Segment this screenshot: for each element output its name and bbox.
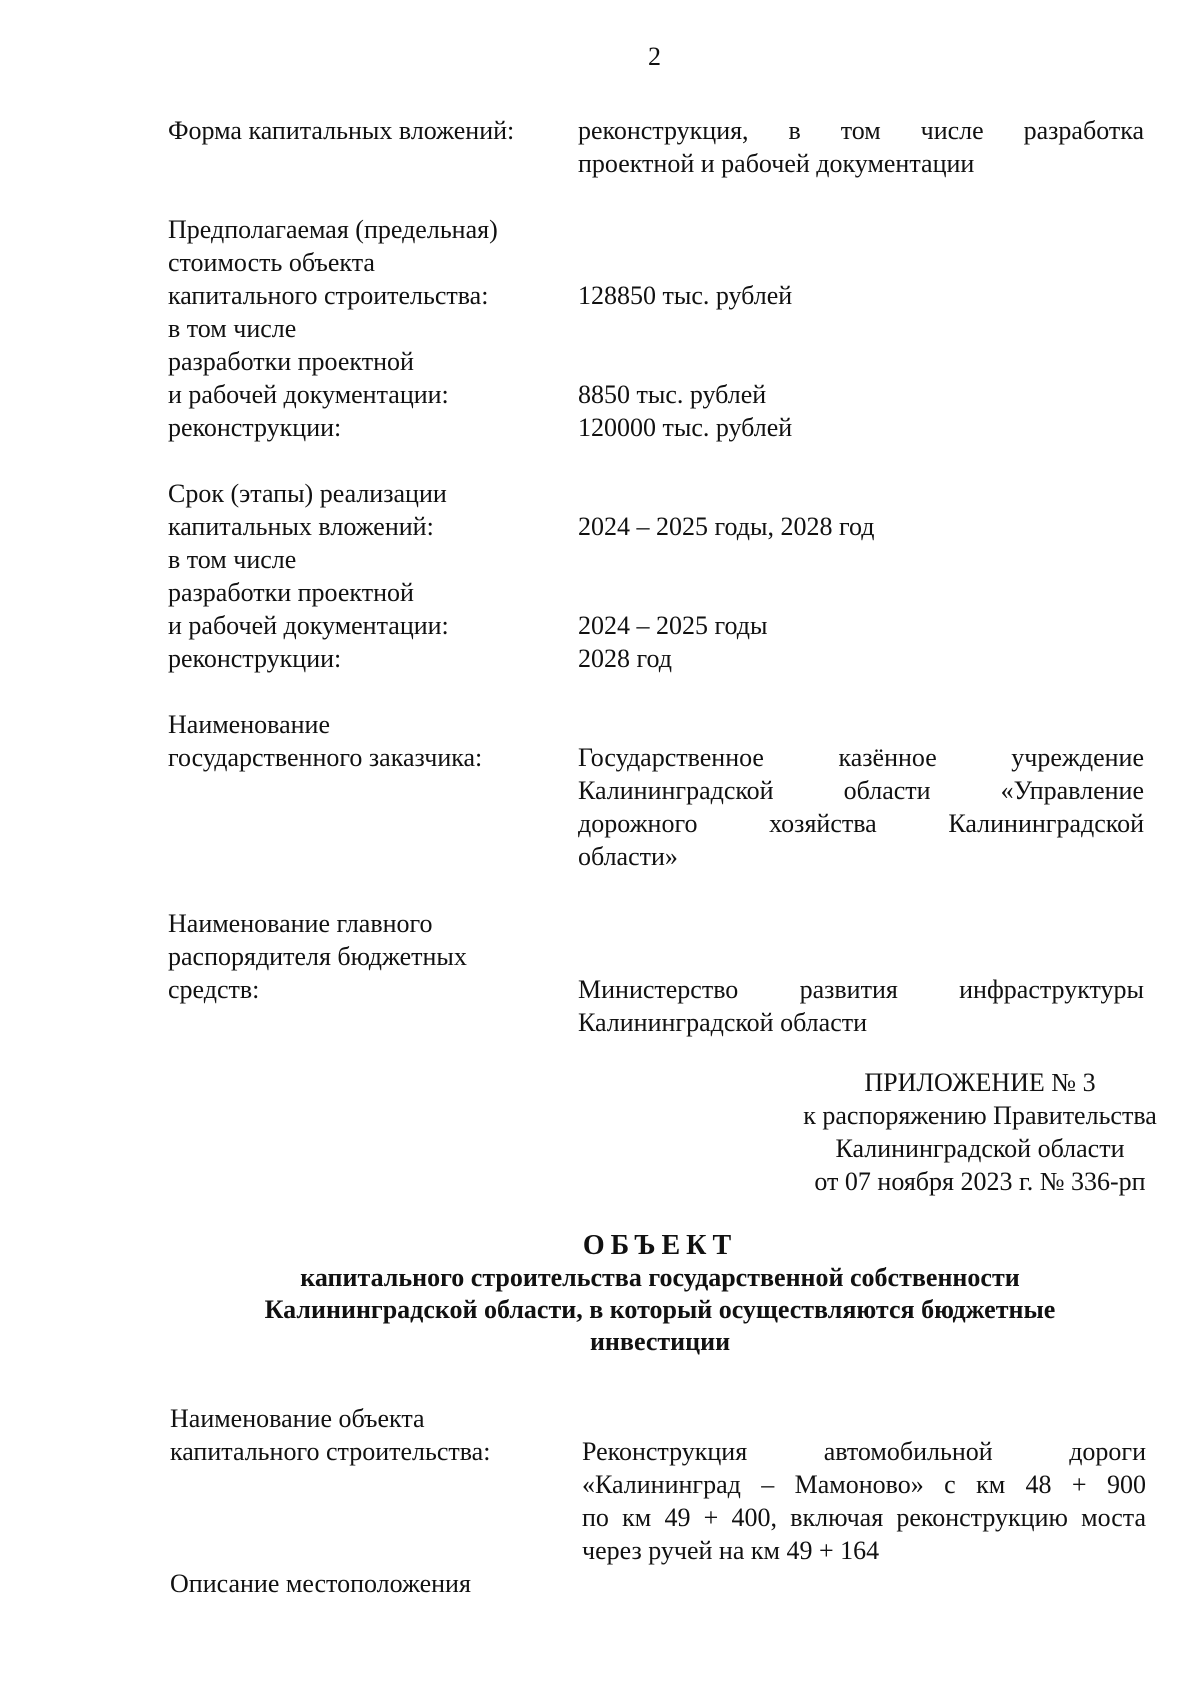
estimated-cost-label: Предполагаемая (предельная) стоимость объекта капитального строительства: в том числе разработки проектной и рабочей документации: реконструкции: (168, 215, 498, 442)
estimated-cost-design: 8850 тыс. рублей (578, 380, 767, 409)
estimated-cost-total: 128850 тыс. рублей (578, 281, 793, 310)
object-name-label: Наименование объекта капитального строительства: (170, 1404, 491, 1466)
budget-administrator-value: Министерство развития инфраструктуры Калининградской области (578, 975, 1144, 1037)
implementation-period-label: Срок (этапы) реализации капитальных вложений: в том числе разработки проектной и рабочей документации: реконструкции: (168, 479, 449, 673)
object-heading-line3: инвестиции (589, 1327, 731, 1356)
object-heading (170, 1230, 1150, 1358)
object-heading-line1: капитального строительства государственной собственности (300, 1263, 1020, 1292)
estimated-cost-reconstruction: 120000 тыс. рублей (578, 413, 793, 442)
implementation-period-reconstruction: 2028 год (578, 644, 672, 673)
appendix-region: Калининградской области (835, 1134, 1125, 1163)
state-customer-label: Наименование государственного заказчика: (168, 710, 483, 772)
page-number: 2 (648, 42, 661, 71)
state-customer-value: Государственное казённое учреждение Калининградской области «Управление дорожного хозяйства Калининградской области» (578, 743, 1144, 871)
budget-administrator-label: Наименование главного распорядителя бюджетных средств: (168, 909, 467, 1004)
appendix-date: от 07 ноября 2023 г. № 336-рп (814, 1167, 1146, 1196)
investment-form-label: Форма капитальных вложений: (168, 116, 515, 145)
investment-form-value: реконструкция, в том числе разработка проектной и рабочей документации (578, 116, 1144, 178)
location-label: Описание местоположения (170, 1569, 471, 1598)
appendix-title: ПРИЛОЖЕНИЕ № 3 (864, 1068, 1096, 1097)
appendix-block (700, 1066, 1200, 1198)
implementation-period-design: 2024 – 2025 годы (578, 611, 768, 640)
appendix-ref: к распоряжению Правительства (803, 1101, 1157, 1130)
object-name-value: Реконструкция автомобильной дороги «Калининград – Мамоново» с км 48 + 900 по км 49 + 400, включая реконструкцию моста через ручей на км 49 + 164 (582, 1437, 1146, 1565)
object-heading-title: ОБЪЕКТ (582, 1230, 738, 1261)
object-heading-line2: Калининградской области, в который осуществляются бюджетные (264, 1295, 1056, 1324)
implementation-period-total: 2024 – 2025 годы, 2028 год (578, 512, 875, 541)
